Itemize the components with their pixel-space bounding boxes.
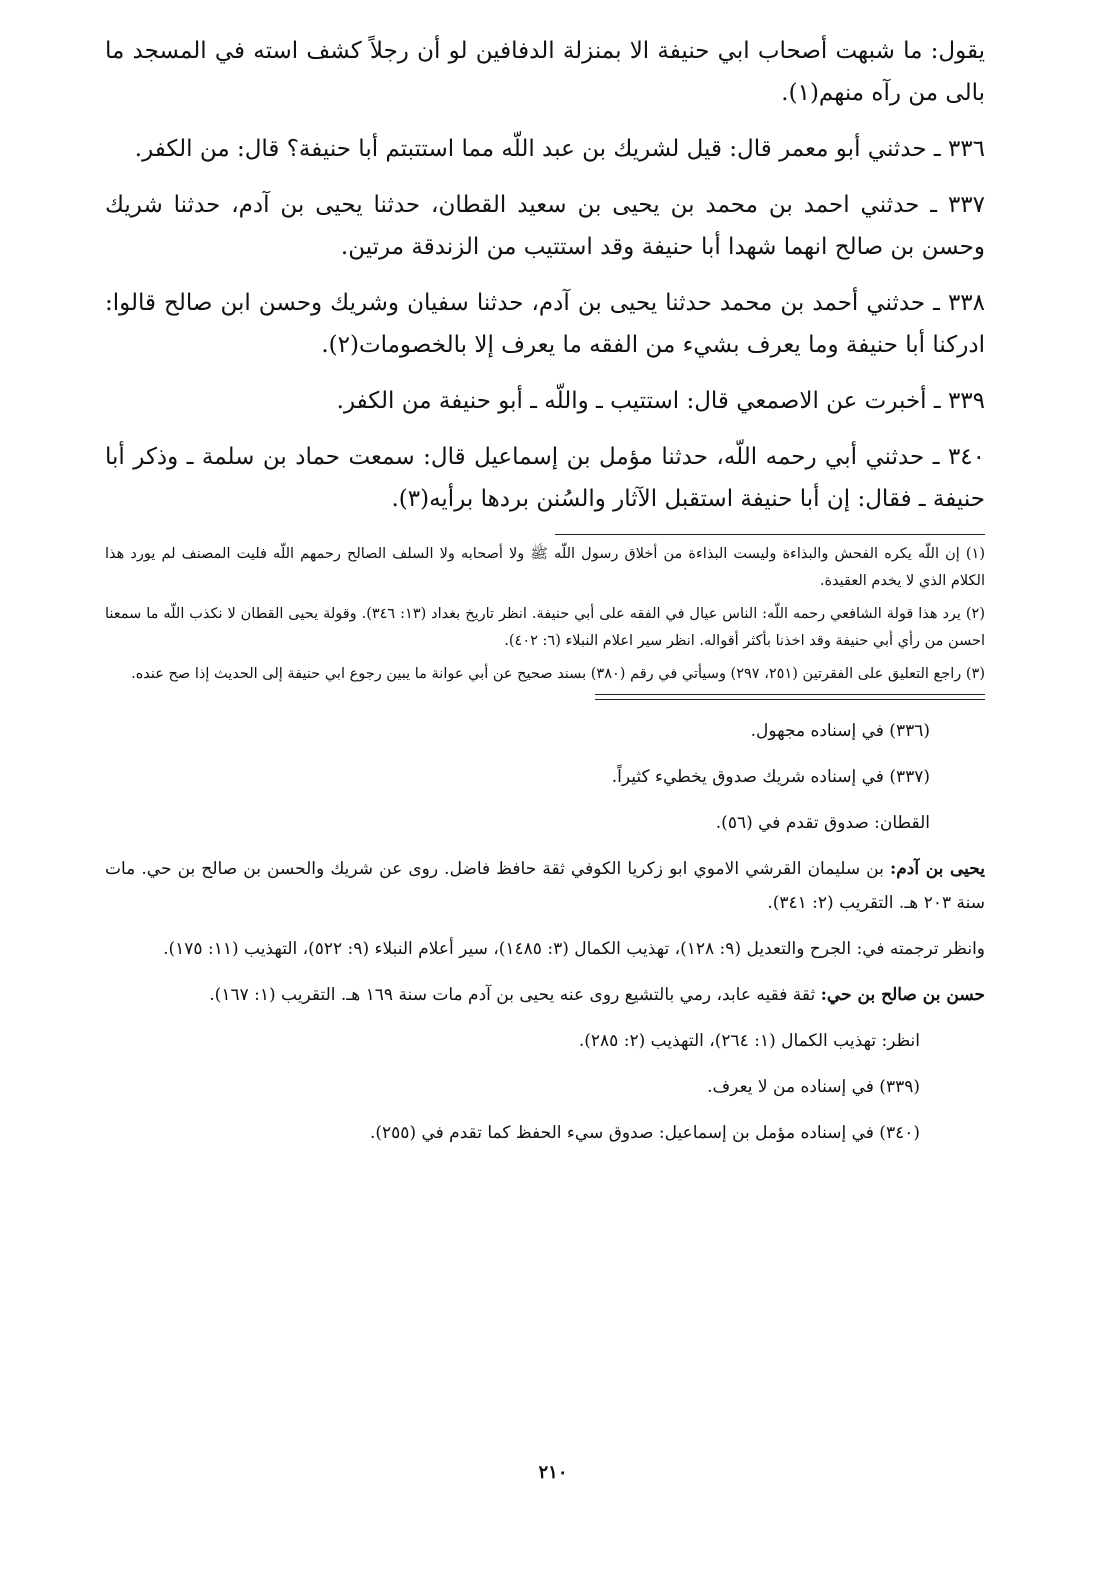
commentary-separator [595,694,985,700]
commentary-text: (٣٣٦) في إسناده مجهول. [750,721,930,741]
commentary-lead: يحيى بن آدم: [889,859,985,879]
footnote-1: (١) إن اللّه يكره الفحش والبذاءة وليست البذاءة من أخلاق رسول اللّه ﷺ ولا أصحابه ولا السلف الصالح رحمهم اللّه فليت المصنف لم يورد هذا الكلام الذي لا يخدم العقيدة. [105,546,985,589]
commentary-lead: حسن بن صالح بن حي: [820,985,985,1005]
commentary [105,714,985,1150]
page-body [105,30,985,1162]
commentary-yahya-refs [105,932,985,966]
commentary-qattan [105,806,985,840]
commentary-hasan [105,978,985,1012]
page-number: ٢١٠ [538,1462,568,1483]
commentary-336 [105,714,985,748]
commentary-337 [105,760,985,794]
footnote-separator [555,534,985,535]
main-paragraph-1: يقول: ما شبهت أصحاب ابي حنيفة الا بمنزلة الدفافين لو أن رجلاً كشف استه في المسجد ما بالى من رآه منهم(١). [105,38,985,106]
commentary-339 [105,1070,985,1104]
main-paragraph-339: ٣٣٩ ـ أخبرت عن الاصمعي قال: استتيب ـ واللّه ـ أبو حنيفة من الكفر. [336,388,985,414]
main-paragraph-338: ٣٣٨ ـ حدثني أحمد بن محمد حدثنا يحيى بن آدم، حدثنا سفيان وشريك وحسن ابن صالح قالوا: ادركنا أبا حنيفة وما يعرف بشيء من الفقه ما يعرف إلا بالخصومات(٢). [105,290,985,358]
commentary-text: (٣٣٩) في إسناده من لا يعرف. [707,1077,920,1097]
main-paragraph-340: ٣٤٠ ـ حدثني أبي رحمه اللّه، حدثنا مؤمل بن إسماعيل قال: سمعت حماد بن سلمة ـ وذكر أبا حنيفة ـ فقال: إن أبا حنيفة استقبل الآثار والسُنن بردها برأيه(٣). [105,444,985,512]
commentary-text: (٣٤٠) في إسناده مؤمل بن إسماعيل: صدوق سيء الحفظ كما تقدم في (٢٥٥). [369,1123,920,1143]
footnote-3: (٣) راجع التعليق على الفقرتين (٢٥١، ٢٩٧) وسيأتي في رقم (٣٨٠) بسند صحيح عن أبي عوانة ما يبين رجوع ابي حنيفة إلى الحديث إذا صح عنده. [131,666,985,682]
commentary-text: القطان: صدوق تقدم في (٥٦). [715,813,930,833]
commentary-text: ثقة فقيه عابد، رمي بالتشيع روى عنه يحيى بن آدم مات سنة ١٦٩ هـ. التقريب (١: ١٦٧). [209,985,821,1005]
footnotes [105,541,985,688]
main-paragraph-337: ٣٣٧ ـ حدثني احمد بن محمد بن يحيى بن سعيد القطان، حدثنا يحيى بن آدم، حدثنا شريك وحسن بن صالح انهما شهدا أبا حنيفة وقد استتيب من الزندقة مرتين. [105,192,985,260]
commentary-text: وانظر ترجمته في: الجرح والتعديل (٩: ١٢٨)، تهذيب الكمال (٣: ١٤٨٥)، سير أعلام النبلاء (٩: ٥٢٢)، التهذيب (١١: ١٧٥). [163,939,985,959]
footnote-2: (٢) يرد هذا قولة الشافعي رحمه اللّه: الناس عيال في الفقه على أبي حنيفة. انظر تاريخ بغداد (١٣: ٣٤٦). وقولة يحيى القطان لا نكذب اللّه ما سمعنا احسن من رأي أبي حنيفة وقد اخذنا بأكثر أقواله. انظر سير اعلام النبلاء (٦: ٤٠٢). [105,606,985,649]
commentary-hasan-refs [105,1024,985,1058]
commentary-340 [105,1116,985,1150]
commentary-text: (٣٣٧) في إسناده شريك صدوق يخطيء كثيراً. [611,767,930,787]
commentary-yahya [105,852,985,920]
commentary-text: انظر: تهذيب الكمال (١: ٢٦٤)، التهذيب (٢: ٢٨٥). [578,1031,920,1051]
commentary-text: بن سليمان القرشي الاموي ابو زكريا الكوفي ثقة حافظ فاضل. روى عن شريك والحسن بن صالح بن حي. مات سنة ٢٠٣ هـ. التقريب (٢: ٣٤١). [105,859,985,913]
main-paragraph-336: ٣٣٦ ـ حدثني أبو معمر قال: قيل لشريك بن عبد اللّه مما استتبتم أبا حنيفة؟ قال: من الكفر. [134,136,985,162]
main-text [105,30,985,520]
